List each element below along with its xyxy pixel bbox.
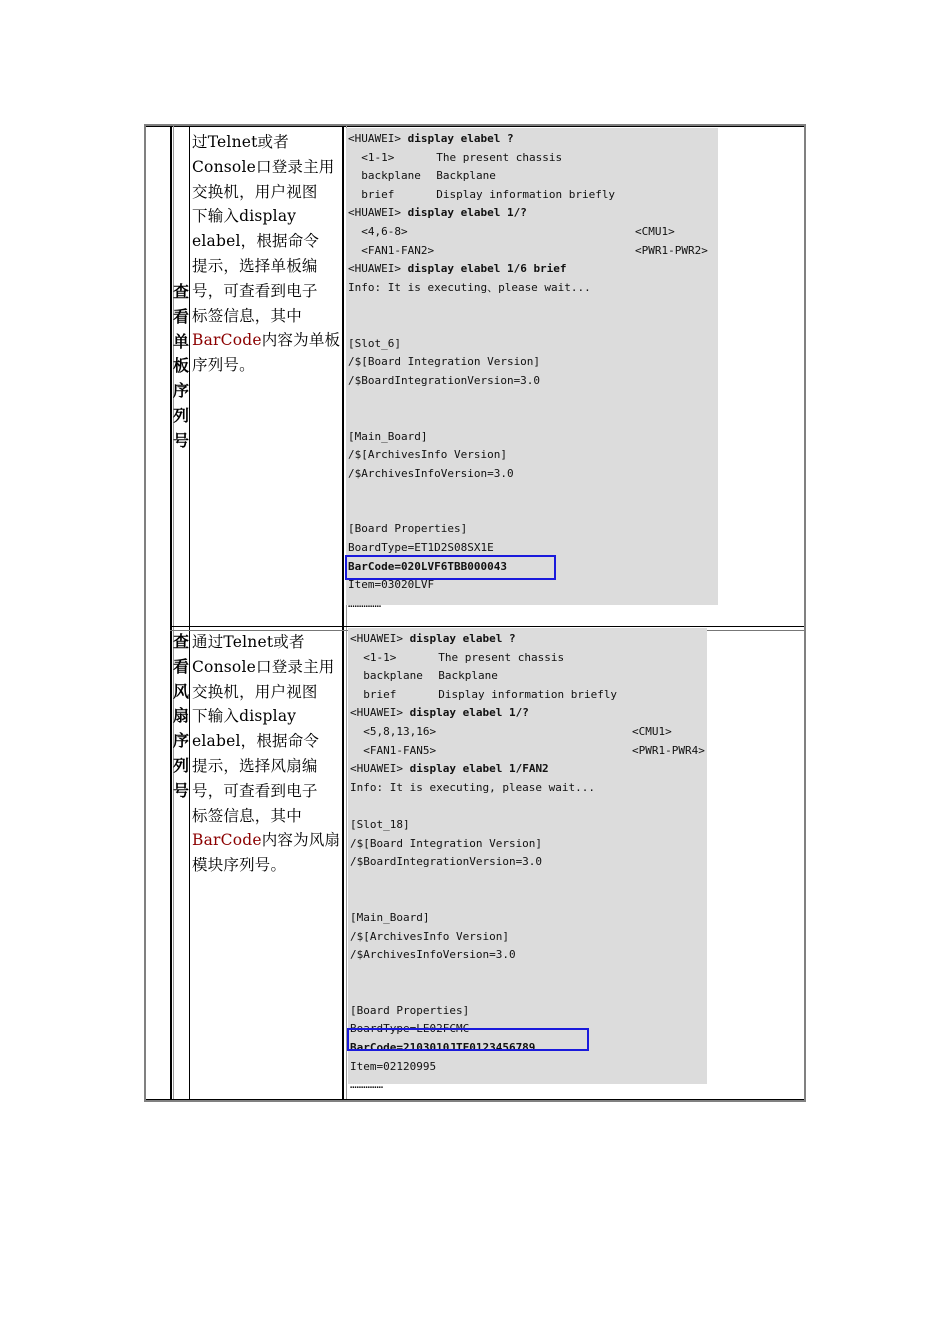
desc-line: 序列号。 xyxy=(192,356,255,375)
terminal-line: [Main_Board] xyxy=(350,910,430,924)
desc-line: elabel，根据命令 xyxy=(192,232,320,251)
column-divider xyxy=(173,126,174,1100)
column-divider xyxy=(342,126,344,1100)
terminal-line: …………… xyxy=(348,596,382,610)
terminal-line: [Slot_6] xyxy=(348,336,401,350)
terminal-line: backplane Backplane xyxy=(363,669,498,683)
barcode-keyword: BarCode xyxy=(192,331,262,350)
terminal-line: /$BoardIntegrationVersion=3.0 xyxy=(350,855,543,869)
title-char: 扇 xyxy=(172,706,189,726)
terminal-line: <HUAWEI> display elabel 1/? xyxy=(348,206,527,220)
terminal-line: <HUAWEI> display elabel ? xyxy=(348,132,514,145)
barcode-line: BarCode=020LVF6TBB000043 xyxy=(348,559,507,573)
title-char: 风 xyxy=(172,681,189,701)
title-char: 看 xyxy=(172,656,189,676)
desc-text: 内容为单板 xyxy=(261,331,341,350)
title-char: 板 xyxy=(172,356,189,376)
title-char: 序 xyxy=(172,381,189,401)
title-char: 号 xyxy=(172,430,189,450)
desc-line: 通过Telnet或者 xyxy=(192,633,305,651)
terminal-output-fan xyxy=(348,628,707,1092)
terminal-line: /$[Board Integration Version] xyxy=(350,836,543,850)
terminal-line: backplane Backplane xyxy=(361,169,496,183)
terminal-line: /$[ArchivesInfo Version] xyxy=(350,929,509,943)
terminal-line: [Board Properties] xyxy=(348,522,468,536)
desc-line: 标签信息，其中 xyxy=(192,306,302,325)
terminal-line: Info: It is executing, please wait... xyxy=(350,780,596,794)
terminal-line: /$[Board Integration Version] xyxy=(348,355,541,369)
terminal-line: Item=02120995 xyxy=(350,1059,437,1073)
desc-line: 交换机，用户视图 xyxy=(192,182,318,201)
desc-line xyxy=(192,828,342,853)
title-char: 列 xyxy=(172,405,189,425)
barcode-keyword: BarCode xyxy=(192,831,262,850)
terminal-line: <FAN1-FAN5> <PWR1-PWR4> xyxy=(363,743,705,757)
desc-line: 下输入display xyxy=(192,207,297,226)
desc-line: 过Telnet或者 xyxy=(192,133,289,151)
terminal-line: /$ArchivesInfoVersion=3.0 xyxy=(348,466,514,480)
terminal-line: [Slot_18] xyxy=(350,817,410,831)
terminal-line: <1-1> The present chassis xyxy=(361,150,563,164)
title-char: 查 xyxy=(172,632,189,651)
title-char: 看 xyxy=(172,306,189,326)
barcode-highlight-box xyxy=(347,1028,589,1051)
row-description-fan xyxy=(192,630,342,878)
terminal-line: BoardType=LE02FCMC xyxy=(350,1022,470,1036)
desc-line: 交换机，用户视图 xyxy=(192,682,318,701)
desc-line: 标签信息，其中 xyxy=(192,806,302,825)
title-char: 单 xyxy=(172,331,189,351)
desc-line: 号，可查看到电子 xyxy=(192,281,318,300)
row-title-fan-serial xyxy=(172,630,190,804)
desc-line: 提示，选择风扇编 xyxy=(192,756,318,775)
desc-line: 提示，选择单板编 xyxy=(192,256,318,275)
table-bottom-border xyxy=(146,1099,804,1100)
terminal-line: /$ArchivesInfoVersion=3.0 xyxy=(350,948,516,962)
barcode-highlight-box xyxy=(345,555,556,580)
desc-line: Console口登录主用 xyxy=(192,657,335,676)
title-char: 序 xyxy=(172,731,189,751)
table-top-border xyxy=(146,126,804,127)
terminal-line: /$[ArchivesInfo Version] xyxy=(348,448,507,462)
title-char: 号 xyxy=(172,780,189,800)
row-description-board xyxy=(192,130,342,378)
desc-line: 下输入display xyxy=(192,707,297,726)
title-char: 查 xyxy=(172,282,189,301)
terminal-line: Info: It is executing、please wait... xyxy=(348,280,591,294)
terminal-line: /$BoardIntegrationVersion=3.0 xyxy=(348,373,541,387)
terminal-line: <4,6-8> <CMU1> xyxy=(361,224,675,238)
terminal-line: brief Display information briefly xyxy=(363,687,618,701)
desc-line xyxy=(192,328,342,353)
column-divider xyxy=(189,126,190,1100)
title-char: 列 xyxy=(172,755,189,775)
terminal-line: <HUAWEI> display elabel ? xyxy=(350,632,516,645)
column-divider xyxy=(170,126,172,1100)
barcode-line: BarCode=2103010JTF0123456789 xyxy=(350,1041,536,1055)
document-table xyxy=(144,124,806,1102)
terminal-line: <HUAWEI> display elabel 1/6 brief xyxy=(348,262,567,276)
terminal-line: <1-1> The present chassis xyxy=(363,650,565,664)
terminal-line: <HUAWEI> display elabel 1/FAN2 xyxy=(350,762,549,776)
terminal-line: BoardType=ET1D2S08SX1E xyxy=(348,541,494,555)
terminal-line: brief Display information briefly xyxy=(361,187,616,201)
desc-text: 内容为风扇 xyxy=(261,831,341,850)
desc-line: 模块序列号。 xyxy=(192,856,287,875)
terminal-line: <FAN1-FAN2> <PWR1-PWR2> xyxy=(361,243,708,257)
terminal-line: <5,8,13,16> <CMU1> xyxy=(363,724,672,738)
terminal-line: …………… xyxy=(350,1078,384,1092)
row-title-board-serial xyxy=(172,280,190,454)
terminal-line: <HUAWEI> display elabel 1/? xyxy=(350,706,529,720)
terminal-line: Item=03020LVF xyxy=(348,578,435,592)
terminal-output-board xyxy=(346,128,718,610)
terminal-line: [Board Properties] xyxy=(350,1003,470,1017)
desc-line: elabel，根据命令 xyxy=(192,732,320,751)
terminal-line: [Main_Board] xyxy=(348,429,428,443)
desc-line: Console口登录主用 xyxy=(192,157,335,176)
desc-line: 号，可查看到电子 xyxy=(192,781,318,800)
